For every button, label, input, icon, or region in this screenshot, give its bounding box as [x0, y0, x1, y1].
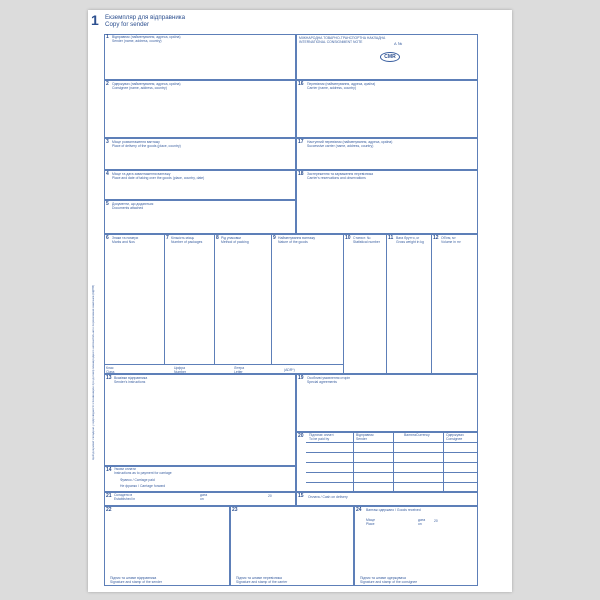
intl-note-en: INTERNATIONAL CONSIGNMENT NOTE [299, 40, 363, 44]
field-5-label-en: Documents attached [112, 206, 144, 210]
field-24-date-en: on [418, 522, 422, 526]
field-3-label-uk: Місце розвантаження вантажу [112, 140, 160, 144]
field-20-number: 20 [298, 433, 304, 439]
cmr-logo: CMR [380, 52, 400, 62]
field-21-label-uk: Складено в [114, 493, 133, 497]
field-4-number: 4 [106, 171, 109, 177]
field-carrier-signature[interactable] [230, 506, 354, 586]
field-6-number: 6 [106, 235, 109, 241]
pay-col-consignee-uk: Одержувач [446, 433, 464, 437]
field-6-label-uk: Знаки та номери [112, 236, 139, 240]
field-24-number: 24 [356, 507, 362, 513]
field-8-label-en: Method of packing [221, 240, 249, 244]
cmr-form-sheet [88, 10, 512, 592]
field-6-label-en: Marks and Nos [112, 240, 135, 244]
field-7-label-en: Number of packages [171, 240, 203, 244]
pay-col-currency-en: Currency [416, 433, 430, 437]
field-18-number: 18 [298, 171, 304, 177]
goods-table[interactable] [104, 234, 478, 374]
field-11-label-uk: Вага брутто, кг [396, 236, 420, 240]
field-10-number: 10 [345, 235, 351, 241]
copy-title-uk: Екземпляр для відправника [105, 14, 186, 21]
field-5-number: 5 [106, 201, 109, 207]
field-3-label-en: Place of delivery of the goods (place, country) [112, 144, 181, 148]
cmr-code: А № [394, 41, 403, 46]
field-19-label-en: Special agreements [307, 380, 337, 384]
intl-note-uk: МІЖНАРОДНА ТОВАРНО-ТРАНСПОРТНА НАКЛАДНА [299, 36, 386, 40]
field-2-label-uk: Одержувач (найменування, адреса, країна) [112, 82, 181, 86]
field-9-number: 9 [273, 235, 276, 241]
field-21-date-en: on [200, 497, 204, 501]
field-22-sign-uk: Підпис та штамп відправника [110, 576, 157, 580]
field-15-number: 15 [298, 493, 304, 499]
field-23-number: 23 [232, 507, 238, 513]
field-21-date-uk: дата [200, 493, 208, 497]
field-12-label-uk: Об'єм, м³ [441, 236, 456, 240]
field-23-sign-en: Signature and stamp of the carrier [236, 580, 288, 584]
field-12-number: 12 [433, 235, 439, 241]
letter-label-uk: Літера [234, 366, 245, 370]
pay-col-sender-uk: Відправник [356, 433, 374, 437]
field-13-label-uk: Вказівки відправника [114, 376, 148, 380]
field-23-sign-uk: Підпис та штамп перевізника [236, 576, 282, 580]
field-11-number: 11 [388, 235, 394, 241]
class-label-en: Class [106, 370, 115, 374]
field-15-label: Оплата / Cash on delivery [308, 495, 348, 499]
copy-number: 1 [91, 12, 99, 28]
side-legal-text: Цей документ складено у відповідності з Конвенцією про договір міжнародного автомобільного перевезення вантажів (КДПВ) [91, 284, 95, 460]
field-21-number: 21 [106, 493, 112, 499]
field-12-label-en: Volume in m³ [441, 240, 461, 244]
field-16-number: 16 [298, 81, 304, 87]
copy-title [105, 15, 185, 28]
field-2-number: 2 [106, 81, 109, 87]
field-3-number: 3 [106, 139, 109, 145]
field-4-label-uk: Місце та дата завантаження вантажу [112, 172, 171, 176]
field-20-label-en: To be paid by [309, 437, 330, 441]
field-22-sign-en: Signature and stamp of the sender [110, 580, 163, 584]
field-16-label-uk: Перевізник (найменування, адреса, країна) [307, 82, 376, 86]
field-9-label-en: Nature of the goods [278, 240, 308, 244]
field-22-number: 22 [106, 507, 112, 513]
field-4-label-en: Place and date of taking over the goods (place, country, date) [112, 176, 205, 180]
field-17-label-uk: Наступний перевізник (найменування, адреса, країна) [307, 140, 393, 144]
letter-label-en: Letter [234, 370, 243, 374]
field-10-label-uk: Статист. № [353, 236, 371, 240]
field-5-label-uk: Документи, що додаються [112, 202, 154, 206]
field-19-label-uk: Особливі умовлення сторін [307, 376, 351, 380]
field-13-number: 13 [106, 375, 112, 381]
field-24-label: Вантаж одержано / Goods received [366, 508, 421, 512]
field-24-date-uk: дата [418, 518, 426, 522]
field-21-label-en: Established in [114, 497, 136, 501]
carriage-forward-option[interactable]: Не франко / Carriage forward [120, 484, 166, 488]
pay-col-consignee-en: Consignee [446, 437, 463, 441]
field-24-sign-uk: Підпис та штамп одержувача [360, 576, 406, 580]
field-13-label-en: Sender's instructions [114, 380, 146, 384]
field-sender-instructions[interactable] [104, 374, 296, 466]
field-24-sign-en: Signature and stamp of the consignee [360, 580, 418, 584]
field-17-label-en: Successive carrier (name, address, country) [307, 144, 374, 148]
pay-col-sender-en: Sender [356, 437, 367, 441]
field-24-place-uk: Місце [366, 518, 376, 522]
field-7-label-uk: Кількість місць [171, 236, 195, 240]
pay-col-currency-uk: Валюта [404, 433, 416, 437]
field-2-label-en: Consignee (name, address, country) [112, 86, 167, 90]
field-11-label-en: Gross weight in kg [396, 240, 424, 244]
carriage-paid-option[interactable]: Франко / Carriage paid [120, 478, 155, 482]
field-18-label-uk: Застереження та зауваження перевізника [307, 172, 374, 176]
number-label-uk: Цифра [174, 366, 185, 370]
field-14-label-en: Instructions as to payment for carriage [114, 471, 172, 475]
field-1-label-en: Sender (name, address, country) [112, 39, 162, 43]
field-14-number: 14 [106, 467, 112, 473]
field-1-number: 1 [106, 34, 109, 40]
field-8-label-uk: Рід упаковки [221, 236, 241, 240]
field-10-label-en: Statistical number [353, 240, 380, 244]
field-16-label-en: Carrier (name, address, country) [307, 86, 356, 90]
number-label-en: Number [174, 370, 187, 374]
field-24-place-en: Place [366, 522, 375, 526]
field-18-label-en: Carrier's reservations and observations [307, 176, 366, 180]
field-21-year: 20 [268, 494, 272, 498]
adr-label: (ADR*) [284, 368, 295, 372]
copy-title-en: Copy for sender [105, 20, 150, 28]
field-7-number: 7 [166, 235, 169, 241]
field-20-label-uk: Підлягає оплаті [309, 433, 334, 437]
class-label-uk: Клас [106, 366, 114, 370]
field-1-label-uk: Відправник (найменування, адреса, країна) [112, 35, 181, 39]
field-17-number: 17 [298, 139, 304, 145]
field-24-year: 20 [434, 519, 438, 523]
field-14-label-uk: Умови оплати [114, 467, 136, 471]
field-8-number: 8 [216, 235, 219, 241]
field-sender-signature[interactable] [104, 506, 230, 586]
field-9-label-uk: Найменування вантажу [278, 236, 316, 240]
field-19-number: 19 [298, 375, 304, 381]
